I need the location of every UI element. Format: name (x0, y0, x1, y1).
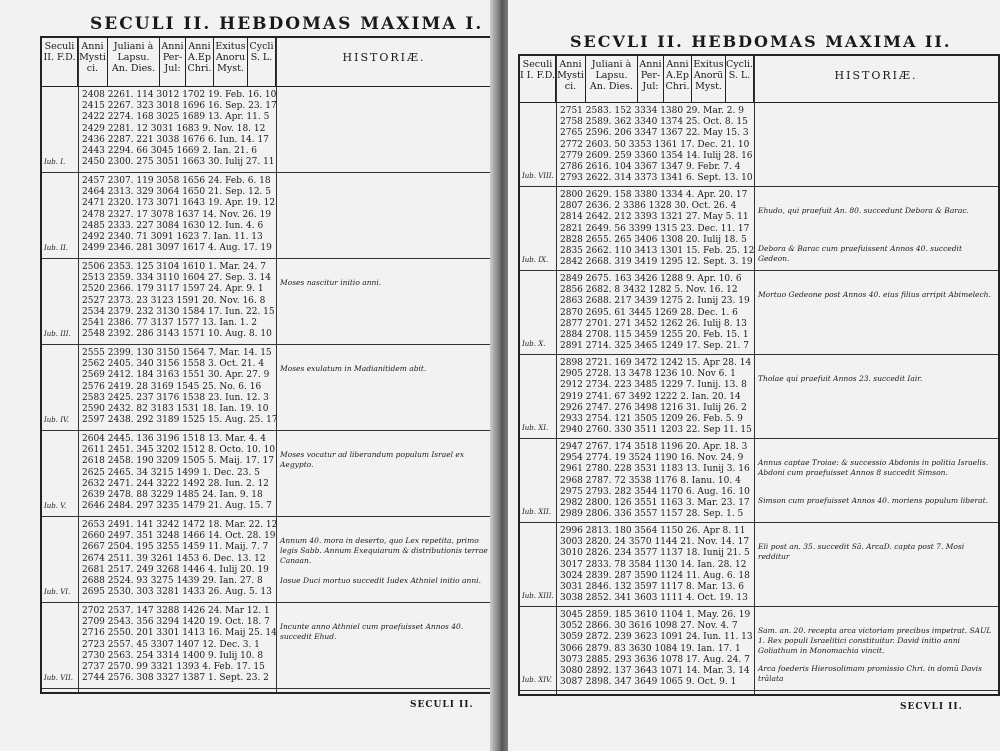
page-footer: SECULI II. (410, 700, 474, 710)
chronology-table (518, 54, 1000, 696)
header-historiae: HISTORIÆ. (342, 51, 426, 64)
jubilee-group (42, 86, 492, 173)
jubilee-label: Iub. XII. (522, 508, 551, 516)
historiae-note: Moses exulatum in Madianitidem abit. (280, 364, 427, 373)
historiae-note: Moses vocatur ad liberandum populum Israel ex Aegypto. (280, 450, 465, 469)
jubilee-label: Iub. VI. (44, 588, 71, 596)
header-juliani: Juliani à Lapsu. An. Dies. (108, 38, 160, 86)
historiae-note: Incunte anno Athniel cum praefuisset Annos 40. succedit Ehud. (280, 622, 464, 641)
right-page (508, 0, 1000, 751)
page-footer: SECVLI II. (900, 702, 963, 712)
header-seculi: Seculi I I. F.D. (520, 56, 556, 102)
header-anni-mystici: Anni Mysti ci. (556, 56, 586, 102)
historiae-note: Mortuo Gedeone post Annos 40. eius filius arripit Abimelech. (758, 290, 991, 299)
jubilee-group (520, 354, 998, 439)
header-exitus: Exitus Anoru Myst. (214, 38, 248, 86)
jubilee-group (42, 602, 492, 689)
header-anni-aep: Anni A.Ep Chri. (664, 56, 692, 102)
jubilee-label: Iub. III. (44, 330, 71, 338)
year-rows: 2800 2629. 158 3380 1334 4. Apr. 20. 17 2807 2636. 2 3386 1328 30. Oct. 26. 4 2814 2642. 212 3393 1321 27. May 5. 11 2821 2649. 56 3399 1315 23. Dec. 11. 17 2828 2655. 265 3406 1308 20. Iulij 18. 5 2835 2662. 110 3413 1301 15. Feb. 25. 12 2842 2668. 319 3419 1295 12. Sept. 3. 19 (560, 190, 755, 268)
header-historiae: HISTORIÆ. (834, 69, 918, 82)
year-rows: 2702 2537. 147 3288 1426 24. Mar 12. 1 2709 2543. 356 3294 1420 19. Oct. 18. 7 2716 2550. 201 3301 1413 16. Maij 25. 14 2723 2557. 45 3307 1407 12. Dec. 3. 1 2730 2563. 254 3314 1400 9. Iulij 10. 8 2737 2570. 99 3321 1393 4. Feb. 17. 15 2744 2576. 308 3327 1387 1. Sept. 23. 2 (82, 606, 277, 684)
jubilee-group (520, 522, 998, 607)
jubilee-label: Iub. IX. (522, 256, 549, 264)
jubilee-label: Iub. VII. (44, 674, 74, 682)
header-juliani: Juliani à Lapsu. An. Dies. (586, 56, 638, 102)
year-rows: 2408 2261. 114 3012 1702 19. Feb. 16. 10 2415 2267. 323 3018 1696 16. Sep. 23. 17 2422 2274. 168 3025 1689 13. Apr. 11. 5 2429 2281. 12 3031 1683 9. Nov. 18. 12 2436 2287. 221 3038 1676 6. Iun. 14. 17 2443 2294. 66 3045 1669 2. Ian. 21. 6 2450 2300. 275 3051 1663 30. Iulij 27. 11 (82, 90, 277, 168)
year-rows: 2555 2399. 130 3150 1564 7. Mar. 14. 15 2562 2405. 340 3156 1558 3. Oct. 21. 4 2569 2412. 184 3163 1551 30. Apr. 27. 9 2576 2419. 28 3169 1545 25. No. 6. 16 2583 2425. 237 3176 1538 23. Iun. 12. 3 2590 2432. 82 3183 1531 18. Ian. 19. 10 2597 2438. 292 3189 1525 15. Aug. 25. 17 (82, 348, 278, 426)
historiae-note: Iosue Duci mortuo succedit Iudex Athniel initio anni. (280, 576, 481, 585)
jubilee-group (42, 344, 492, 431)
year-rows: 2653 2491. 141 3242 1472 18. Mar. 22. 12 2660 2497. 351 3248 1466 14. Oct. 28. 19 2667 2504. 195 3255 1459 11. Maij. 7. 7 2674 2511. 39 3261 1453 6. Dec. 13. 12 2681 2517. 249 3268 1446 4. Iulij 20. 19 2688 2524. 93 3275 1439 29. Ian. 27. 8 2695 2530. 303 3281 1433 26. Aug. 5. 13 (82, 520, 278, 598)
jubilee-label: Iub. I. (44, 158, 66, 166)
jubilee-label: Iub. IV. (44, 416, 70, 424)
historiae-note: Annus captae Troiae: & successio Abdonis in politia Israelis. Abdoni cum praefuisset Annos 8 succedit Simson. (758, 458, 989, 477)
jubilee-group (520, 270, 998, 355)
jubilee-label: Iub. VIII. (522, 172, 554, 180)
year-rows: 2898 2721. 169 3472 1242 15. Apr 28. 14 2905 2728. 13 3478 1236 10. Nov 6. 1 2912 2734. 223 3485 1229 7. Iunij. 13. 8 2919 2741. 67 3492 1222 2. Ian. 20. 14 2926 2747. 276 3498 1216 31. Iulij 26. 2 2933 2754. 121 3505 1209 26. Feb. 5. 9 2940 2760. 330 3511 1203 22. Sep 11. 15 (560, 358, 752, 436)
header-anni-mystici: Anni Mysti ci. (78, 38, 108, 86)
historiae-note: Sam. an. 20. recepta arca victoriam precibus impetrat. SAUL 1. Rex populi Israelitici constituitur. David initio anni Goliathum in Monomachia vincit. (758, 626, 992, 655)
year-rows: 2604 2445. 136 3196 1518 13. Mar. 4. 4 2611 2451. 345 3202 1512 8. Octo. 10. 10 2618 2458. 190 3209 1505 5. Maij. 17. 17 2625 2465. 34 3215 1499 1. Dec. 23. 5 2632 2471. 244 3222 1492 28. Iun. 2. 12 2639 2478. 88 3229 1485 24. Ian. 9. 18 2646 2484. 297 3235 1479 21. Aug. 15. 7 (82, 434, 276, 512)
year-rows: 2457 2307. 119 3058 1656 24. Feb. 6. 18 2464 2313. 329 3064 1650 21. Sep. 12. 5 2471 2320. 173 3071 1643 19. Apr. 19. 12 2478 2327. 17 3078 1637 14. Nov. 26. 19 2485 2333. 227 3084 1630 12. Iun. 4. 6 2492 2340. 71 3091 1623 7. Ian. 11. 13 2499 2346. 281 3097 1617 4. Aug. 17. 19 (82, 176, 276, 254)
historiae-note: Ehudo, qui praefuit An. 80. succedunt Debora & Barac. (758, 206, 969, 215)
jubilee-group (42, 172, 492, 259)
year-rows: 3045 2859. 185 3610 1104 1. May. 26. 19 3052 2866. 30 3616 1098 27. Nov. 4. 7 3059 2872. 239 3623 1091 24. Iun. 11. 13 3066 2879. 83 3630 1084 19. Ian. 17. 1 3073 2885. 293 3636 1078 17. Aug. 24. 7 3080 2892. 137 3643 1071 14. Mar. 3. 14 3087 2898. 347 3649 1065 9. Oct. 9. 1 (560, 610, 753, 688)
header-anni-perjul: Anni Per-Jul: (160, 38, 186, 86)
header-seculi: Seculi II. F.D. (42, 38, 78, 86)
historiae-note: Arca foederis Hierosolimam promissio Chri. in domū Davis trālata (758, 664, 982, 683)
jubilee-label: Iub. XI. (522, 424, 549, 432)
year-rows: 2506 2353. 125 3104 1610 1. Mar. 24. 7 2513 2359. 334 3110 1604 27. Sep. 3. 14 2520 2366. 179 3117 1597 24. Apr. 9. 1 2527 2373. 23 3123 1591 20. Nov. 16. 8 2534 2379. 232 3130 1584 17. Iun. 22. 15 2541 2386. 77 3137 1577 13. Ian. 1. 2 2548 2392. 286 3143 1571 10. Aug. 8. 10 (82, 262, 275, 340)
jubilee-label: Iub. II. (44, 244, 68, 252)
historiae-note: Annum 40. mora in deserto, quo Lex repetita, primo legis Sabb. Annum Exequiarum & distributionis terrae Canaan. (280, 536, 488, 565)
table-header (42, 38, 492, 87)
page-title: SECULI II. HEBDOMAS MAXIMA I. (90, 14, 484, 34)
header-cycli: Cycli. S. L. (726, 56, 754, 102)
chronology-table (40, 36, 494, 694)
left-page (0, 0, 497, 751)
historiae-note: Tholae qui praefuit Annos 23. succedit Iair. (758, 374, 923, 383)
year-rows: 2849 2675. 163 3426 1288 9. Apr. 10. 6 2856 2682. 8 3432 1282 5. Nov. 16. 12 2863 2688. 217 3439 1275 2. Iunij 23. 19 2870 2695. 61 3445 1269 28. Dec. 1. 6 2877 2701. 271 3452 1262 26. Iulij 8. 13 2884 2708. 115 3459 1255 20. Feb. 15. 1 2891 2714. 325 3465 1249 17. Sep. 21. 7 (560, 274, 750, 352)
historiae-note: Eli post an. 35. succedit Sā. ArcaD. capta post 7. Mosi redditur (758, 542, 965, 561)
header-cycli: Cycli S. L. (248, 38, 276, 86)
jubilee-label: Iub. X. (522, 340, 546, 348)
historiae-note: Moses nascitur initio anni. (280, 278, 382, 287)
page-title: SECVLI II. HEBDOMAS MAXIMA II. (570, 32, 952, 51)
historiae-note: Simson cum praefuisset Annos 40. moriens populum liberat. (758, 496, 989, 505)
jubilee-label: Iub. V. (44, 502, 67, 510)
header-anni-perjul: Anni Per-Jul: (638, 56, 664, 102)
jubilee-group (42, 516, 492, 603)
header-exitus: Exitus Anorū Myst. (692, 56, 726, 102)
year-rows: 2996 2813. 180 3564 1150 26. Apr 8. 11 3003 2820. 24 3570 1144 21. Nov. 14. 17 3010 2826. 234 3577 1137 18. Iunij 21. 5 3017 2833. 78 3584 1130 14. Ian. 28. 12 3024 2839. 287 3590 1124 11. Aug. 6. 18 3031 2846. 132 3597 1117 8. Mar. 13. 6 3038 2852. 341 3603 1111 4. Oct. 19. 13 (560, 526, 750, 604)
jubilee-group (42, 430, 492, 517)
header-anni-aep: Anni A.Ep Chri. (186, 38, 214, 86)
jubilee-group (42, 258, 492, 345)
jubilee-group (520, 186, 998, 271)
table-header (520, 56, 998, 103)
jubilee-label: Iub. XIV. (522, 676, 553, 684)
historiae-note: Debora & Barac cum praefuissent Annos 40. succedit Gedeon. (758, 244, 962, 263)
jubilee-label: Iub. XIII. (522, 592, 554, 600)
jubilee-group (520, 438, 998, 523)
jubilee-group (520, 606, 998, 691)
year-rows: 2947 2767. 174 3518 1196 20. Apr. 18. 3 2954 2774. 19 3524 1190 16. Nov. 24. 9 2961 2780. 228 3531 1183 13. Iunij 3. 16 2968 2787. 72 3538 1176 8. Ianu. 10. 4 2975 2793. 282 3544 1170 6. Aug. 16. 10 2982 2800. 126 3551 1163 3. Mar. 23. 17 2989 2806. 336 3557 1157 28. Sep. 1. 5 (560, 442, 750, 520)
jubilee-group (520, 102, 998, 187)
year-rows: 2751 2583. 152 3334 1380 29. Mar. 2. 9 2758 2589. 362 3340 1374 25. Oct. 8. 15 2765 2596. 206 3347 1367 22. May 15. 3 2772 2603. 50 3353 1361 17. Dec. 21. 10 2779 2609. 259 3360 1354 14. Iulij 28. 16 2786 2616. 104 3367 1347 9. Febr. 7. 4 2793 2622. 314 3373 1341 6. Sept. 13. 10 (560, 106, 753, 184)
